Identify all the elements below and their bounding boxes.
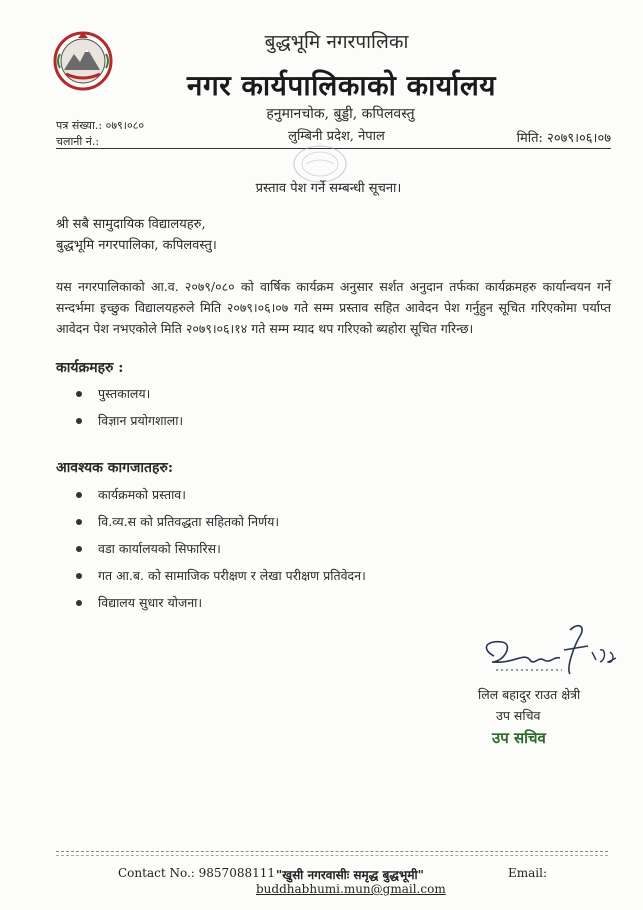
list-item: गत आ.ब. को सामाजिक परीक्षण र लेखा परीक्षण प्रतिवेदन। [76,562,366,589]
municipality-name: बुद्धभूमि नगरपालिका [264,31,409,53]
notice-body: यस नगरपालिकाको आ.व. २०७९/०८० को वार्षिक कार्यक्रम अनुसार सर्शत अनुदान तर्फका कार्यक्रमहरु कार्यान्वयन गर्ने सन्दर्भमा इच्छुक विद्यालयहरुले मिति २०७९।०६।०७ गते सम्म प्रस्ताव सहित आवेदन पेश गर्नुहुन सूचित गरिएकोमा पर्याप्त आवेदन पेश नभएकोले मिति २०७९।०६।१४ गते सम्म म्याद थप गरिएको ब्यहोरा सूचित गरिन्छ। [56,279,611,336]
footer-divider [56,855,608,856]
email-label: Email: [508,866,548,880]
list-item: वि.व्य.स को प्रतिवद्धता सहितको निर्णय। [76,508,366,535]
office-name: नगर कार्यपालिकाको कार्यालय [186,69,497,102]
programs-list [76,380,183,434]
email-address: buddhabhumi.mun@gmail.com [256,882,446,896]
list-item: विज्ञान प्रयोगशाला। [76,407,183,434]
addressee-block [56,214,217,256]
addressee-line: बुद्धभूमि नगरपालिका, कपिलवस्तु। [56,238,217,253]
contact-number: Contact No.: 9857088111 [118,866,276,880]
signatory-name: लिल बहादुर राउत क्षेत्री [478,687,581,702]
municipality-slogan: "खुसी नगरवासीः समृद्ध बुद्धभूमी" [276,868,424,882]
addressee-line: श्री सबै सामुदायिक विद्यालयहरु, [56,217,206,232]
signatory-title: उप सचिव [496,708,541,723]
signatory-stamp: उप सचिव [492,729,546,747]
documents-heading: आवश्यक कागजातहरु: [56,460,174,476]
handwritten-signature-icon [474,612,624,684]
letter-date: मिति: २०७९।०६।०७ [516,131,611,146]
list-item: पुस्तकालय। [76,380,183,407]
ref-number: पत्र संख्या.: ०७९।०८० [56,119,145,132]
office-address: हनुमानचोक, बुड्डी, कपिलवस्तु [266,106,415,122]
list-item: वडा कार्यालयको सिफारिस। [76,535,366,562]
subject-line: प्रस्ताव पेश गर्ने सम्बन्धी सूचना। [255,181,402,196]
dispatch-number: चलानी नं.: [56,135,100,148]
office-province: लुम्बिनी प्रदेश, नेपाल [288,129,385,144]
footer-divider [56,851,608,852]
list-item: विद्यालय सुधार योजना। [76,589,366,616]
reference-block [56,118,144,150]
documents-list [76,481,366,616]
programs-heading: कार्यक्रमहरु : [56,360,124,376]
list-item: कार्यक्रमको प्रस्ताव। [76,481,366,508]
